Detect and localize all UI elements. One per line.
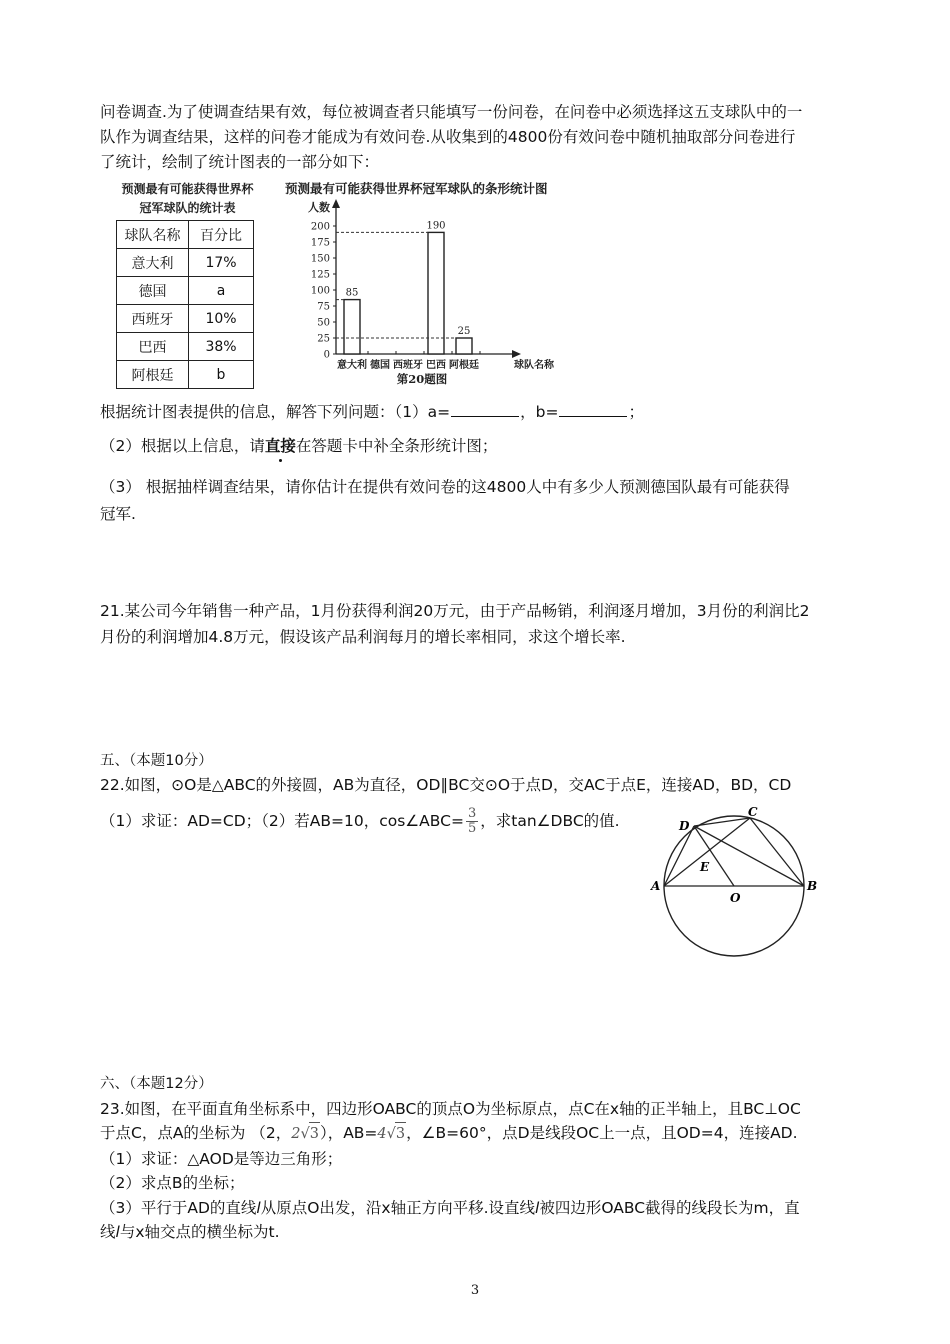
table-cell: b: [189, 361, 254, 389]
table-cell: 17%: [189, 249, 254, 277]
page-number: 3: [470, 1283, 480, 1298]
q23-line-4: （2）求点B的坐标；: [100, 1174, 245, 1192]
radical-coefficient: 4: [377, 1126, 387, 1142]
section-5-title: 五、（本题10分）: [100, 753, 213, 769]
label-o: O: [730, 891, 741, 905]
table-cell: 巴西: [117, 333, 189, 361]
q21-line-2: 月份的利润增加4.8万元，假设该产品利润每月的增长率相同，求这个增长率.: [100, 628, 626, 646]
section-6-title: 六、（本题12分）: [100, 1076, 213, 1092]
table-cell: 38%: [189, 333, 254, 361]
label-b: B: [807, 879, 818, 893]
table-row: [117, 361, 254, 389]
y-tick-label: 200: [310, 221, 330, 233]
table-row: [117, 305, 254, 333]
fraction-numerator: 3: [467, 806, 477, 821]
chart-caption: 第20题图: [396, 372, 448, 386]
q23-line-2: [100, 1122, 798, 1145]
radicand: 3: [309, 1122, 320, 1145]
answer-blank-b: [559, 402, 627, 417]
table-cell: 德国: [117, 277, 189, 305]
fraction-denominator: 5: [467, 821, 477, 836]
x-tick-label: 西班牙: [393, 360, 423, 371]
table-header-cell: 球队名称: [117, 221, 189, 249]
q20-part1: [100, 401, 644, 423]
q22-line-1: 22.如图，⊙O是△ABC的外接圆，AB为直径，OD∥BC交⊙O于点D，交AC于点E，连接AD，BD，CD: [100, 776, 792, 794]
circle-figure: [650, 805, 825, 965]
x-tick-label: 德国: [370, 360, 390, 371]
x-tick-label: 意大利: [337, 360, 367, 371]
stat-table: [116, 220, 254, 389]
segment-ac: [664, 818, 750, 886]
segment-bd: [694, 826, 804, 886]
bar-value-label: 25: [457, 326, 471, 337]
bar: [428, 232, 444, 354]
bar-value-label: 85: [345, 287, 359, 299]
chart-title: 预测最有可能获得世界杯冠军球队的条形统计图: [285, 181, 548, 196]
table-title-line-2: 冠军球队的统计表: [139, 201, 236, 215]
table-row: [117, 249, 254, 277]
table-row: [117, 333, 254, 361]
q20-part3-line-2: 冠军.: [100, 505, 136, 523]
q23-line-2-c: ，∠B=60°，点D是线段OC上一点，且OD=4，连接AD.: [406, 1124, 798, 1142]
q23-line-5: [100, 1197, 800, 1219]
y-axis-arrow: [332, 199, 340, 208]
x-tick-label: 阿根廷: [449, 360, 479, 371]
q23-line-5-a: （3）平行于AD的直线: [100, 1199, 257, 1217]
radical-sign: √: [386, 1126, 396, 1142]
radicand: 3: [395, 1122, 406, 1145]
radical-expression: [377, 1126, 406, 1142]
q20-part2-pre: （2）根据以上信息，请: [100, 437, 265, 455]
label-d: D: [679, 819, 690, 833]
q22-line-2-post: ，求tan∠DBC的值.: [480, 812, 620, 830]
y-tick-label: 150: [310, 253, 330, 265]
table-title-line-1: 预测最有可能获得世界杯: [121, 182, 254, 196]
q22-line-2: [100, 807, 620, 836]
q23-line-6-b: 与x轴交点的横坐标为t.: [119, 1223, 280, 1241]
bar: [344, 300, 360, 354]
label-a: A: [651, 879, 661, 893]
q21-line-1: 21.某公司今年销售一种产品，1月份获得利润20万元，由于产品畅销，利润逐月增加，3月份的利润比2: [100, 602, 810, 620]
answer-blank-a: [451, 402, 519, 417]
table-cell: 10%: [189, 305, 254, 333]
q23-line-6: [100, 1221, 280, 1243]
y-tick-label: 175: [310, 237, 330, 249]
y-tick-label: 100: [310, 285, 330, 297]
intro-line-1: 问卷调查.为了使调查结果有效，每位被调查者只能填写一份问卷，在问卷中必须选择这五支球队中的一: [100, 103, 803, 121]
table-cell: 阿根廷: [117, 361, 189, 389]
line-l-symbol: l: [535, 1199, 540, 1217]
fraction-three-fifths: [466, 807, 478, 836]
radical-sign: √: [300, 1126, 310, 1142]
q23-line-2-a: 于点C，点A的坐标为 （2，: [100, 1124, 292, 1142]
emphasis-text: 直接: [264, 437, 296, 455]
radical-coefficient: 2: [291, 1126, 301, 1142]
table-header-cell: 百分比: [189, 221, 254, 249]
bar-chart: [280, 178, 600, 398]
x-tick-label: 巴西: [426, 360, 446, 371]
label-c: C: [748, 805, 758, 819]
y-tick-label: 125: [310, 269, 330, 281]
q22-line-2-pre: （1）求证：AD=CD；（2）若AB=10，cos∠ABC=: [100, 812, 464, 830]
q20-part1-mid: ，b=: [520, 403, 559, 421]
y-axis-label: 人数: [308, 201, 330, 214]
q20-part1-end: ；: [628, 403, 644, 421]
q23-line-5-c: 被四边形OABC截得的线段长为m，直: [539, 1199, 800, 1217]
q23-line-1: 23.如图，在平面直角坐标系中，四边形OABC的顶点O为坐标原点，点C在x轴的正半轴上，且BC⊥OC: [100, 1100, 801, 1118]
q20-part3-line-1: （3） 根据抽样调查结果，请你估计在提供有效问卷的这4800人中有多少人预测德国队最有可能获得: [100, 478, 790, 496]
line-l-symbol: l: [256, 1199, 261, 1217]
table-header-row: [117, 221, 254, 249]
y-tick-label: 50: [317, 317, 330, 329]
q20-part2-post: 在答题卡中补全条形统计图；: [295, 437, 498, 455]
y-tick-label: 75: [317, 301, 330, 313]
table-cell: 西班牙: [117, 305, 189, 333]
x-axis-arrow: [512, 350, 521, 358]
label-e: E: [700, 860, 710, 874]
table-cell: a: [189, 277, 254, 305]
table-cell: 意大利: [117, 249, 189, 277]
intro-line-3: 了统计，绘制了统计图表的一部分如下：: [100, 153, 380, 171]
y-tick-label: 0: [323, 349, 330, 361]
q23-line-3: （1）求证：△AOD是等边三角形；: [100, 1150, 343, 1168]
bar-value-label: 190: [426, 220, 446, 232]
q23-line-2-b: ），AB=: [319, 1124, 378, 1142]
q23-line-6-a: 线: [100, 1223, 116, 1241]
radical-expression: [291, 1126, 320, 1142]
q23-line-5-b: 从原点O出发，沿x轴正方向平移.设直线: [260, 1199, 536, 1217]
bar: [456, 338, 472, 354]
intro-line-2: 队作为调查结果，这样的问卷才能成为有效问卷.从收集到的4800份有效问卷中随机抽取部分问卷进行: [100, 128, 796, 146]
q20-part1-text: 根据统计图表提供的信息，解答下列问题：（1）a=: [100, 403, 451, 421]
table-row: [117, 277, 254, 305]
line-l-symbol: l: [115, 1223, 120, 1241]
y-tick-label: 25: [317, 333, 330, 345]
segment-ad: [664, 826, 694, 886]
x-axis-label: 球队名称: [514, 360, 554, 371]
q20-part2: [100, 435, 497, 457]
